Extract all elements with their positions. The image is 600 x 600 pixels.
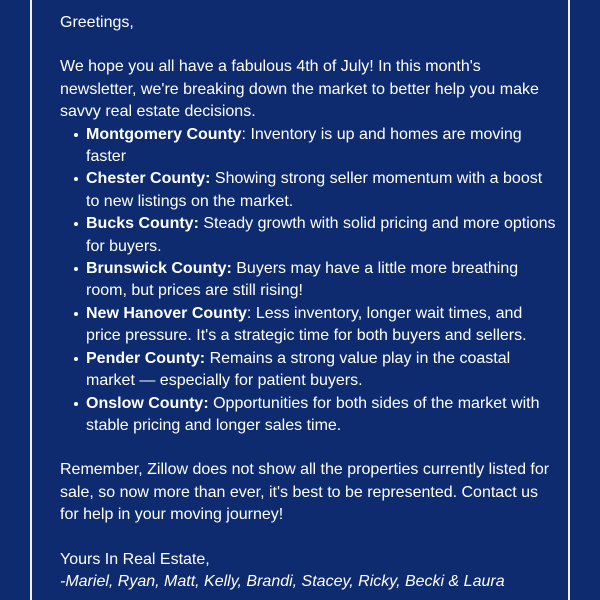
county-name: Bucks County:: [86, 215, 199, 233]
county-name: Brunswick County:: [86, 260, 232, 278]
county-name: Pender County:: [86, 349, 206, 367]
county-description: : Inventory is up and homes are moving faster: [86, 125, 522, 166]
county-description: Buyers may have a little more breathing room, but prices are still rising!: [86, 260, 519, 300]
list-item-new-hanover: [60, 303, 556, 348]
county-description: Steady growth with solid pricing and more options for buyers.: [86, 215, 556, 255]
list-item-bucks: [60, 213, 556, 258]
closing-paragraph: Remember, Zillow does not show all the properties currently listed for sale, so now more than ever, it's best to be represented. Contact us for help in your moving journey!: [60, 461, 550, 524]
county-name: New Hanover County: [86, 304, 247, 322]
county-description: : Less inventory, longer wait times, and price pressure. It's a strategic time for both buyers and sellers.: [86, 304, 527, 345]
intro-paragraph: We hope you all have a fabulous 4th of July! In this month's newsletter, we're breaking down the market to better help you make savvy real estate decisions.: [60, 58, 539, 121]
list-item-brunswick: [60, 258, 556, 303]
list-item-montgomery: [60, 124, 556, 169]
county-list: [60, 124, 556, 438]
county-name: Chester County:: [86, 170, 211, 188]
county-name: Montgomery County: [86, 125, 242, 143]
county-name: Onslow County:: [86, 394, 209, 412]
list-item-chester: [60, 168, 556, 213]
list-item-onslow: [60, 393, 556, 438]
list-item-pender: [60, 348, 556, 393]
county-description: Remains a strong value play in the coastal market — especially for patient buyers.: [86, 349, 511, 390]
email-body: [30, 0, 570, 600]
county-description: Showing strong seller momentum with a boost to new listings on the market.: [86, 170, 543, 210]
greeting-text: Greetings,: [60, 14, 134, 31]
signature-text: -Mariel, Ryan, Matt, Kelly, Brandi, Stacey, Ricky, Becki & Laura: [60, 572, 505, 590]
county-description: Opportunities for both sides of the market with stable pricing and longer sales time.: [86, 394, 540, 434]
signoff-text: Yours In Real Estate,: [60, 550, 210, 568]
